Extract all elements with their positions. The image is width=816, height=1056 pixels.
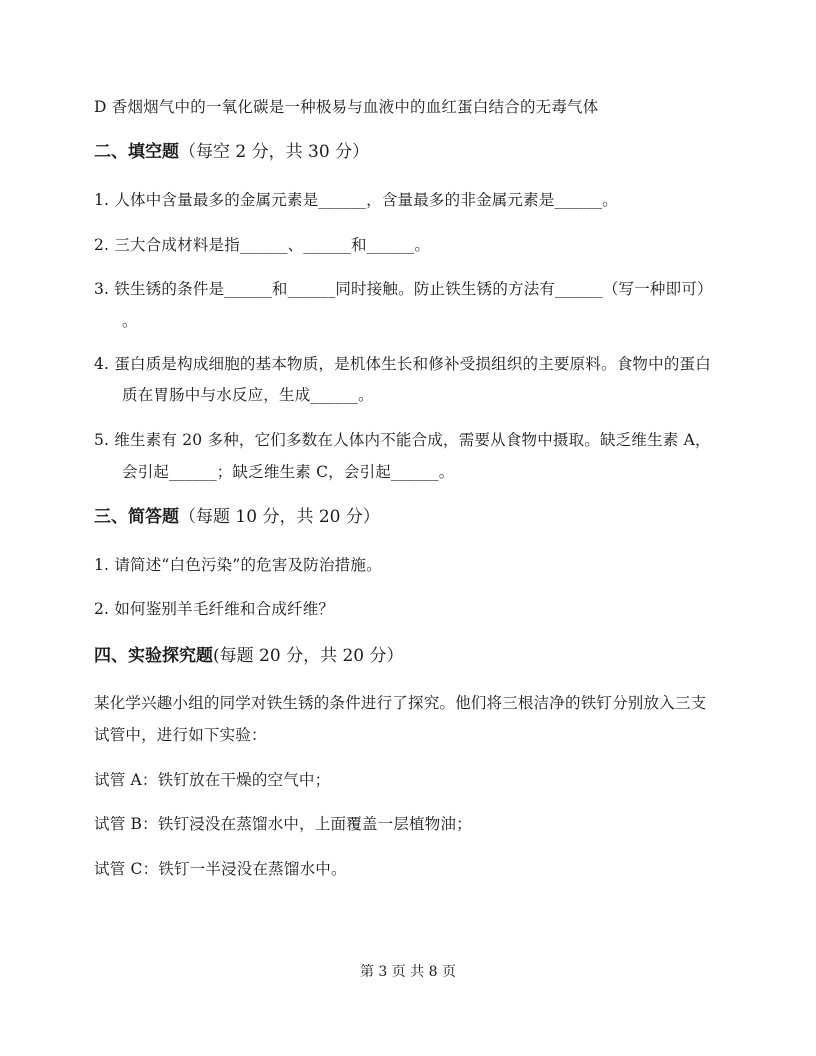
fill-question-3-continued: 。 (122, 312, 138, 330)
fill-question-5-continued: 会引起______；缺乏维生素 C，会引起______。 (122, 463, 455, 481)
test-tube-b: 试管 B：铁钉浸没在蒸馏水中，上面覆盖一层植物油； (94, 815, 472, 833)
fill-question-2: 2. 三大合成材料是指______、______和______。 (94, 236, 431, 254)
section-title: 三、简答题 (94, 507, 179, 527)
fill-question-4: 4. 蛋白质是构成细胞的基本物质，是机体生长和修补受损组织的主要原料。食物中的蛋白 (94, 355, 711, 373)
short-answer-question-1: 1. 请简述“白色污染”的危害及防治措施。 (94, 556, 382, 574)
test-tube-c: 试管 C：铁钉一半浸没在蒸馏水中。 (94, 860, 347, 878)
section-title: 四、实验探究题 (94, 646, 213, 666)
fill-question-1: 1. 人体中含量最多的金属元素是______，含量最多的非金属元素是______。 (94, 191, 618, 209)
section-score-info: （每空 2 分，共 30 分） (179, 142, 370, 162)
fill-question-5: 5. 维生素有 20 多种，它们多数在人体内不能合成，需要从食物中摄取。缺乏维生素 A， (94, 431, 711, 449)
choice-option-d: D 香烟烟气中的一氧化碳是一种极易与血液中的血红蛋白结合的无毒气体 (94, 98, 599, 116)
short-answer-question-2: 2. 如何鉴别羊毛纤维和合成纤维？ (94, 600, 335, 618)
section-heading-experiment (94, 645, 404, 667)
fill-question-4-continued: 质在胃肠中与水反应，生成______。 (122, 386, 374, 404)
section-heading-short-answer (94, 506, 380, 528)
section-heading-fill-in (94, 141, 369, 163)
fill-question-3: 3. 铁生锈的条件是______和______同时接触。防止铁生锈的方法有______（写一种即可） (94, 280, 713, 298)
section-score-info: (每题 20 分，共 20 分） (213, 646, 404, 666)
section-title: 二、填空题 (94, 142, 179, 162)
test-tube-a: 试管 A：铁钉放在干燥的空气中； (94, 771, 331, 789)
page-footer: 第 3 页 共 8 页 (359, 964, 457, 980)
section-score-info: （每题 10 分，共 20 分） (179, 507, 380, 527)
experiment-intro-continued: 试管中，进行如下实验： (94, 726, 267, 744)
experiment-intro: 某化学兴趣小组的同学对铁生锈的条件进行了探究。他们将三根洁净的铁钉分别放入三支 (94, 694, 707, 712)
